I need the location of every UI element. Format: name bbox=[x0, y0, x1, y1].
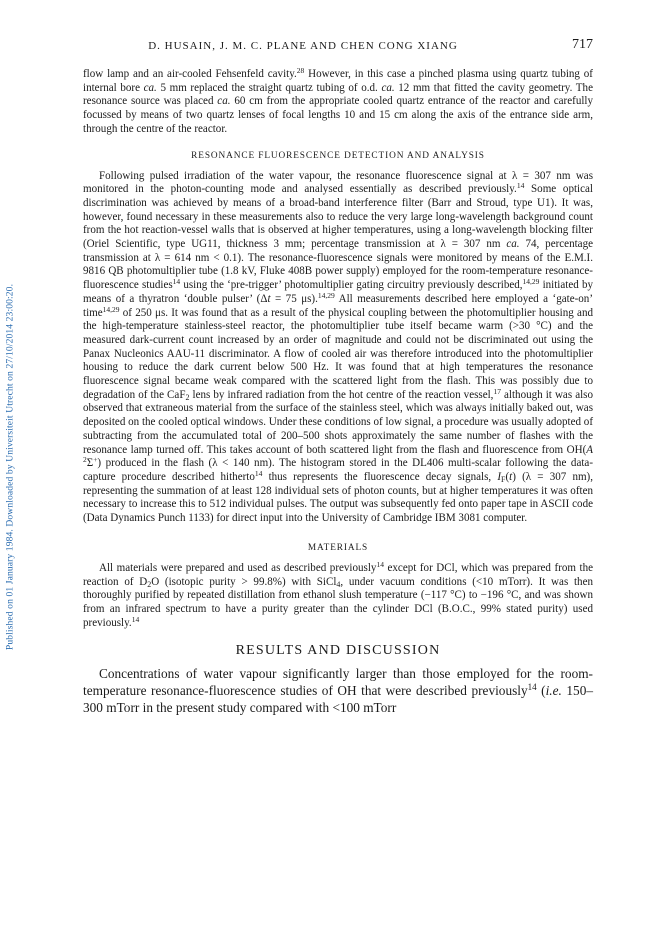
section-materials bbox=[83, 543, 593, 631]
paragraph-results: Concentrations of water vapour significantly larger than those employed for the room-temperature resonance-fluorescence studies of OH that were described previously$^{14}$ (i.e. 150–300 mTorr in the present study compared with <100 mTorr bbox=[83, 666, 593, 715]
paragraph-detection: Following pulsed irradiation of the water vapour, the resonance fluorescence signal at λ = 307 nm was monitored in the photon-counting mode and analysed essentially as described previously.$^{14}$ Some optical discrimination was achieved by means of a broad-band interference filter (Barr and Stroud, type U1). It was, however, found necessary in these measurements also to reduce the very large long-wavelength background count from the hot reaction-vessel walls that is observed at higher temperatures, using a long-wavelength blocking filter (Oriel Scientific, type UG11, thickness 3 mm; percentage transmission at λ = 307 nm ca. 74, percentage transmission at λ = 614 nm < 0.1). The resonance-fluorescence signals were monitored by means of the E.M.I. 9816 QB photomultiplier tube (1.8 kV, Fluke 408B power supply) employed for the room-temperature resonance-fluorescence studies$^{14}$ using the ‘pre-trigger’ photomultiplier gating circuitry previously described,$^{14,29}$ initiated by means of a thyratron ‘double pulser’ (Δt = 75 μs).$^{14,29}$ All measurements described here employed a ‘gate-on’ time$^{14,29}$ of 250 μs. It was found that as a result of the physical coupling between the photomultiplier housing and the high-temperature stainless-steel reactor, the photomultiplier tube itself became warm (>30 °C) and the measured dark-current count increased by an order of magnitude and could not be discriminated out using the Panax Nucleonics AAU-11 discriminator. A flow of cooled air was therefore introduced into the photomultiplier housing to reduce the dark current below 500 Hz. It was found that at high temperatures the resonance fluorescence signal became weak compared with the scattered light from the flash. This was possibly due to degradation of the CaF$_2$ lens by infrared radiation from the hot centre of the reaction vessel,$^{17}$ although it was also observed that extraneous material from the surface of the stainless steel, which was always initially baked out, was deposited on the cooled optical windows. Under these conditions of low signal, a procedure was usually adopted of subtracting from the accumulated total of 200–500 shots approximately the same number of flashes with the resonance lamp turned off. This takes account of both scattered light from the flash and fluorescence from OH(A $^2$Σ+) produced in the flash (λ < 140 nm). The histogram stored in the DL406 multi-scalar following the data-capture procedure described hitherto$^{14}$ thus represents the fluorescence decay signals, $I_F(t) (\lambda = 307$ nm), representing the summation of at least 128 individual sets of photon counts, but at higher temperatures it was often necessary to increase this to 512 individual pulses. The output was subsequently fed onto paper tape in ASCII code (Data Dynamics Punch 1133) for direct input into the University of Cambridge IBM 3081 computer. bbox=[83, 169, 594, 525]
section-resonance-fluorescence bbox=[83, 151, 593, 526]
section-heading: RESONANCE FLUORESCENCE DETECTION AND ANALYSIS bbox=[191, 150, 485, 161]
section-heading: MATERIALS bbox=[307, 542, 369, 553]
continued-section bbox=[83, 65, 594, 137]
section-heading: RESULTS AND DISCUSSION bbox=[235, 643, 441, 659]
paragraph-materials: All materials were prepared and used as described previously$^{14}$ except for DCl, which was prepared from the reaction of $D_2O$ (isotopic purity > 99.8%) with SiCl$_4$, under vacuum conditions (<10 mTorr). It was then thoroughly purified by repeated distillation from ethanol slush temperature (−117 °C) to −196 °C, and was shown from an infrared spectrum to have a purity greater than the cylinder DCl (B.O.C., 99% stated purity) used previously.$^{14}$ bbox=[83, 559, 593, 629]
page-number: 717 bbox=[572, 37, 593, 52]
section-results bbox=[83, 643, 593, 716]
paragraph-flow-lamp: flow lamp and an air-cooled Fehsenfeld cavity.$^{28}$ However, in this case a pinched plasma using quartz tubing of internal bore ca. 5 mm replaced the straight quartz tubing of o.d. ca. 12 mm that fitted the cavity geometry. The resonance source was placed ca. 60 cm from the appropriate cooled quartz entrance of the reactor and carefully focussed by means of two quartz lenses of focal lengths 10 and 15 cm along the axis of the entrance side arm, through the centre of the reactor. bbox=[83, 65, 594, 135]
author-line: D. HUSAIN, J. M. C. PLANE AND CHEN CONG XIANG bbox=[148, 40, 458, 52]
download-stamp-text: Published on 01 January 1984. Downloaded by Universiteit Utrecht on 27/10/2014 23:00:20. bbox=[4, 283, 16, 651]
journal-page bbox=[83, 38, 593, 716]
running-head bbox=[83, 38, 593, 58]
download-stamp bbox=[0, 0, 20, 935]
